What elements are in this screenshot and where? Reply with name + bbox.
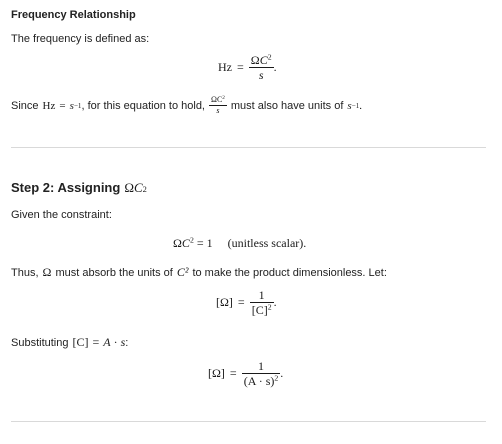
since-hz: Hz (42, 99, 56, 112)
step2-heading-omega: Ω (124, 180, 134, 195)
eq3-num: 1 (258, 288, 265, 302)
thus-sentence (11, 265, 387, 280)
since-post: must also have units of (230, 99, 344, 112)
eq1-equals: = (237, 60, 244, 74)
subst-s: s (120, 335, 126, 349)
thus-mid: must absorb the units of (55, 267, 173, 279)
thus-pre: Thus, (11, 267, 39, 279)
since-sentence: Since Hz = s −1 , for this equation to hold, $\frac{\Omega C^2}{s}$ must also have units of s −1 . (11, 95, 363, 115)
intro-text: The frequency is defined as: (11, 33, 150, 45)
eq3-equals: = (237, 295, 245, 309)
eq4-den: (A · s) (243, 374, 275, 388)
subst-eq: = (92, 335, 100, 349)
equation-constraint (173, 236, 306, 251)
eq4-den-exp: 2 (274, 373, 279, 383)
eq3-den-exp: 2 (267, 302, 272, 312)
eq4-fraction (242, 359, 284, 388)
eq3-fraction (250, 289, 274, 316)
subst-a: A (103, 335, 111, 349)
eq4-end: . (280, 366, 284, 380)
eq2-c: C (181, 236, 190, 250)
subst-end: : (125, 337, 129, 349)
thus-c: C² (176, 265, 189, 279)
equation-hz (218, 54, 277, 81)
subst-pre: Substituting (11, 337, 69, 349)
eq1-fraction (249, 54, 274, 81)
eq2-omega: Ω (173, 236, 182, 250)
since-pre: Since (11, 99, 39, 112)
eq4-lhs: [Ω] (208, 366, 225, 380)
given-text: Given the constraint: (11, 209, 112, 221)
since-s2: s (347, 99, 352, 112)
substituting-sentence (11, 335, 128, 350)
step2-heading-c: C (133, 180, 143, 195)
subst-dot: · (113, 335, 118, 349)
since-end: . (359, 99, 363, 112)
thus-omega: Ω (42, 265, 52, 279)
since-frac-den: s (216, 106, 220, 115)
eq1-num-omega: Ω (250, 53, 260, 67)
eq2-note: (unitless scalar). (227, 236, 307, 250)
divider-2 (11, 421, 486, 422)
since-mid: , for this equation to hold, (81, 99, 205, 112)
subst-lhs: [C] (72, 335, 89, 349)
since-s: s (69, 99, 74, 112)
equation-omega-units (216, 289, 277, 316)
equation-omega-substituted (208, 360, 283, 387)
section-heading-frequency: Frequency Relationship (11, 9, 136, 21)
since-frac-exp: 2 (222, 95, 225, 102)
eq1-num-c: C (259, 53, 268, 67)
thus-post: to make the product dimensionless. Let: (192, 267, 387, 279)
eq3-end: . (273, 295, 277, 309)
eq2-exp: 2 (189, 235, 194, 245)
step2-heading-text: Step 2: Assigning (11, 180, 121, 195)
since-fraction (209, 96, 227, 115)
eq3-lhs: [Ω] (216, 295, 233, 309)
since-frac-num: ΩC (211, 95, 223, 104)
eq2-rest: = 1 (193, 236, 213, 250)
eq1-num-exp: 2 (267, 52, 272, 62)
eq3-den: [C] (251, 303, 268, 317)
eq4-equals: = (229, 366, 237, 380)
divider-1 (11, 147, 486, 148)
eq1-den: s (258, 68, 264, 82)
section-heading-step2: Step 2: Assigning Ω C 2 (11, 180, 147, 195)
since-eq: = (59, 99, 66, 112)
eq1-lhs: Hz (218, 60, 232, 74)
eq1-end: . (273, 60, 277, 74)
eq4-num: 1 (257, 359, 264, 373)
